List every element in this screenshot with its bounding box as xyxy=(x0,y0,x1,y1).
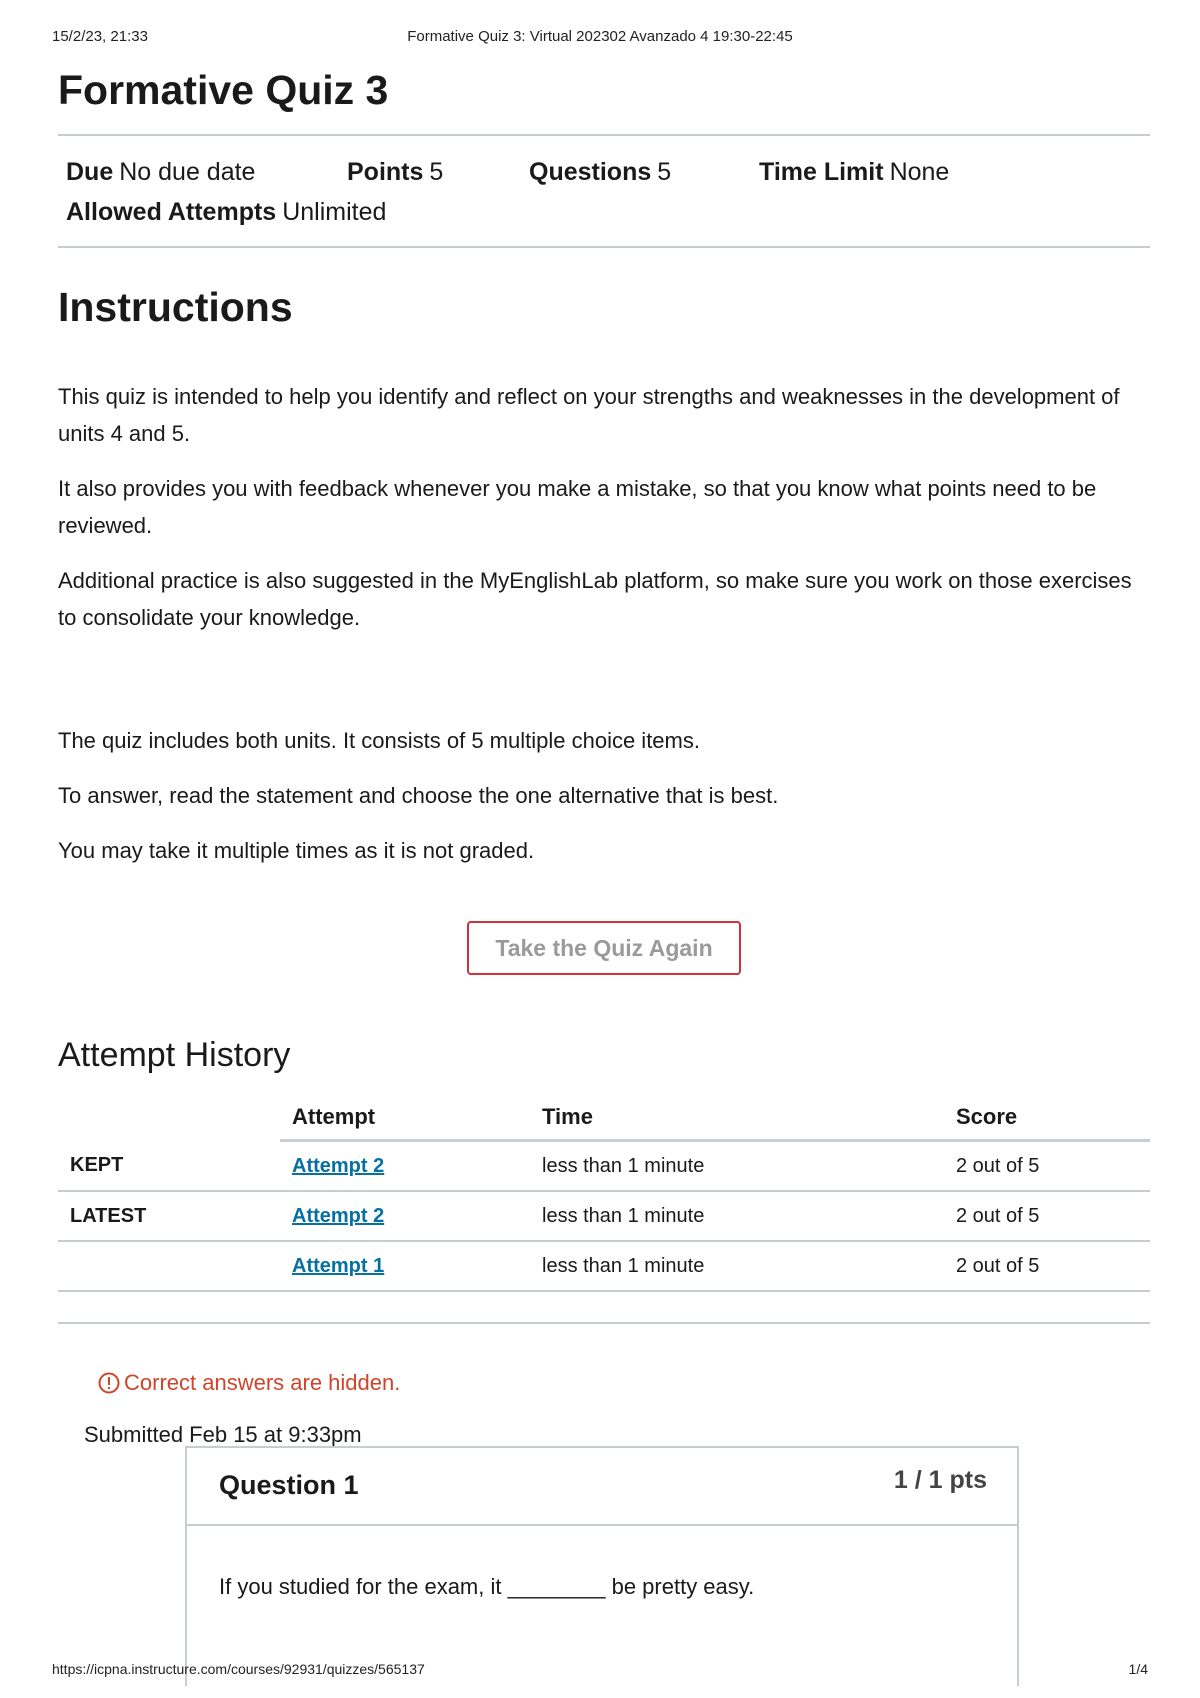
divider xyxy=(58,1322,1150,1324)
attempt-label: KEPT xyxy=(58,1141,280,1192)
warning-icon xyxy=(98,1372,120,1394)
print-page-number: 1/4 xyxy=(1128,1661,1148,1677)
attempt-time: less than 1 minute xyxy=(530,1141,944,1192)
column-header xyxy=(58,1095,280,1141)
print-page-title: Formative Quiz 3: Virtual 202302 Avanzado 4 19:30-22:45 xyxy=(407,28,793,45)
instructions-paragraph: This quiz is intended to help you identify and reflect on your strengths and weaknesses in the development of units 4 and 5. xyxy=(58,384,1120,446)
attempt-label: LATEST xyxy=(58,1191,280,1241)
divider xyxy=(58,246,1150,248)
attempt-score: 2 out of 5 xyxy=(944,1241,1150,1291)
attempt-time: less than 1 minute xyxy=(530,1241,944,1291)
attempt-time: less than 1 minute xyxy=(530,1191,944,1241)
table-row xyxy=(58,1141,1150,1192)
allowed-attempts: Allowed Attempts Unlimited xyxy=(66,198,387,226)
table-row xyxy=(58,1191,1150,1241)
quiz-content xyxy=(58,62,1150,1450)
instructions-heading: Instructions xyxy=(58,284,293,330)
attempt-label xyxy=(58,1241,280,1291)
submitted-timestamp: Submitted Feb 15 at 9:33pm xyxy=(84,1422,362,1447)
correct-answers-hidden-notice xyxy=(98,1368,1150,1398)
table-header-row xyxy=(58,1095,1150,1141)
attempt-score: 2 out of 5 xyxy=(944,1191,1150,1241)
attempt-score: 2 out of 5 xyxy=(944,1141,1150,1192)
attempt-history-heading: Attempt History xyxy=(58,1036,291,1074)
attempt-history-table xyxy=(58,1095,1150,1292)
instructions-paragraph: To answer, read the statement and choose the one alternative that is best. xyxy=(58,783,779,808)
instructions-paragraph: You may take it multiple times as it is not graded. xyxy=(58,838,535,863)
take-quiz-again-button[interactable]: Take the Quiz Again xyxy=(467,921,741,975)
column-header-attempt: Attempt xyxy=(280,1095,530,1141)
print-datetime: 15/2/23, 21:33 xyxy=(52,28,148,45)
attempt-link[interactable]: Attempt 2 xyxy=(292,1204,385,1227)
print-header xyxy=(52,28,1148,48)
questions-count: Questions 5 xyxy=(529,158,672,186)
attempt-link[interactable]: Attempt 2 xyxy=(292,1154,385,1177)
instructions-paragraph: It also provides you with feedback whenever you make a mistake, so that you know what points need to be reviewed. xyxy=(58,476,1097,538)
column-header-time: Time xyxy=(530,1095,944,1141)
print-footer xyxy=(52,1661,1148,1681)
question-text: If you studied for the exam, it ________ be pretty easy. xyxy=(219,1574,755,1599)
instructions-paragraph: Additional practice is also suggested in the MyEnglishLab platform, so make sure you work on those exercises to consolidate your knowledge. xyxy=(58,568,1132,630)
question-card xyxy=(185,1446,1019,1686)
question-title: Question 1 xyxy=(219,1470,359,1500)
instructions-paragraph: The quiz includes both units. It consists of 5 multiple choice items. xyxy=(58,728,700,753)
quiz-details xyxy=(58,136,1150,246)
table-row xyxy=(58,1241,1150,1291)
page-title: Formative Quiz 3 xyxy=(58,67,389,113)
due-date: Due No due date xyxy=(66,158,256,186)
print-url: https://icpna.instructure.com/courses/92931/quizzes/565137 xyxy=(52,1661,425,1677)
attempt-link[interactable]: Attempt 1 xyxy=(292,1254,385,1277)
column-header-score: Score xyxy=(944,1095,1150,1141)
question-header xyxy=(187,1448,1017,1526)
points: Points 5 xyxy=(347,158,444,186)
time-limit: Time Limit None xyxy=(759,158,950,186)
question-points: 1 / 1 pts xyxy=(893,1466,987,1494)
notice-text: Correct answers are hidden. xyxy=(124,1370,401,1395)
